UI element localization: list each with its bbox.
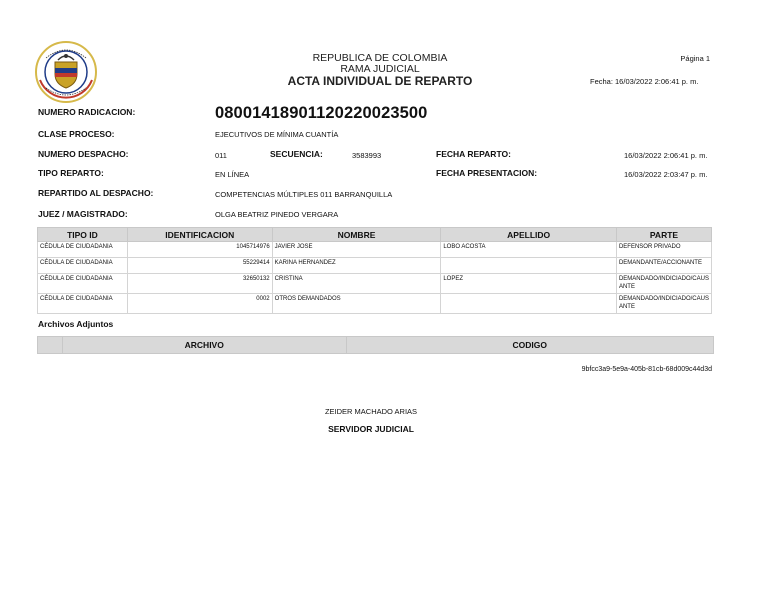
fecha-presentacion-value: 16/03/2022 2:03:47 p. m. <box>624 170 708 179</box>
table-row <box>38 274 712 294</box>
numero-despacho-value: 011 <box>215 151 227 160</box>
table-row <box>38 258 712 274</box>
header-country: REPUBLICA DE COLOMBIA <box>312 52 448 64</box>
fecha-reparto-value: 16/03/2022 2:06:41 p. m. <box>624 151 708 160</box>
parte-cell: DEMANDADO/INDICIADO/CAUSANTE <box>616 294 711 314</box>
column-header: NOMBRE <box>272 228 441 242</box>
tipo-id-cell: CÉDULA DE CIUDADANIA <box>38 258 128 274</box>
table-row <box>38 242 712 258</box>
column-header: APELLIDO <box>441 228 617 242</box>
parties-table <box>37 227 712 314</box>
juez-magistrado-value: OLGA BEATRIZ PINEDO VERGARA <box>215 210 339 219</box>
column-header: PARTE <box>616 228 711 242</box>
document-hash: 9bfcc3a9-5e9a-405b-81cb-68d009c44d3d <box>581 366 712 373</box>
parte-cell: DEMANDANTE/ACCIONANTE <box>616 258 711 274</box>
column-header: IDENTIFICACION <box>127 228 272 242</box>
attachments-header-row <box>38 337 714 354</box>
numero-despacho-label: NUMERO DESPACHO: <box>38 149 129 159</box>
column-header: TIPO ID <box>38 228 128 242</box>
nombre-cell: CRISTINA <box>272 274 441 294</box>
identificacion-cell: 1045714976 <box>127 242 272 258</box>
header-branch: RAMA JUDICIAL <box>340 63 420 75</box>
nombre-cell: KARINA HERNANDEZ <box>272 258 441 274</box>
numero-radicacion-label: NUMERO RADICACION: <box>38 107 136 117</box>
tipo-id-cell: CÉDULA DE CIUDADANIA <box>38 294 128 314</box>
clase-proceso-label: CLASE PROCESO: <box>38 129 115 139</box>
signer-name: ZEIDER MACHADO ARIAS <box>324 407 418 416</box>
column-header <box>38 337 63 354</box>
numero-radicacion-value: 08001418901120220023500 <box>215 104 428 122</box>
tipo-id-cell: CÉDULA DE CIUDADANIA <box>38 242 128 258</box>
tipo-reparto-label: TIPO REPARTO: <box>38 168 104 178</box>
juez-magistrado-label: JUEZ / MAGISTRADO: <box>38 209 128 219</box>
apellido-cell <box>441 294 617 314</box>
repartido-despacho-value: COMPETENCIAS MÚLTIPLES 011 BARRANQUILLA <box>215 190 393 199</box>
codigo-column-header: CODIGO <box>346 337 713 354</box>
archivo-column-header: ARCHIVO <box>62 337 346 354</box>
rama-judicial-seal <box>34 40 98 104</box>
apellido-cell: LOPEZ <box>441 274 617 294</box>
parte-cell: DEMANDADO/INDICIADO/CAUSANTE <box>616 274 711 294</box>
nombre-cell: OTROS DEMANDADOS <box>272 294 441 314</box>
parte-cell: DEFENSOR PRIVADO <box>616 242 711 258</box>
clase-proceso-value: EJECUTIVOS DE MÍNIMA CUANTÍA <box>215 130 339 139</box>
fecha-presentacion-label: FECHA PRESENTACION: <box>436 168 538 178</box>
parties-header-row <box>38 228 712 242</box>
secuencia-label: SECUENCIA: <box>270 149 323 159</box>
apellido-cell <box>441 258 617 274</box>
signer-role: SERVIDOR JUDICIAL <box>328 424 414 434</box>
tipo-reparto-value: EN LÍNEA <box>215 170 250 179</box>
identificacion-cell: 55229414 <box>127 258 272 274</box>
secuencia-value: 3583993 <box>352 151 382 160</box>
identificacion-cell: 32650132 <box>127 274 272 294</box>
apellido-cell: LOBO ACOSTA <box>441 242 617 258</box>
table-row <box>38 294 712 314</box>
print-date: Fecha: 16/03/2022 2:06:41 p. m. <box>590 77 699 86</box>
page-number: Página 1 <box>680 54 710 63</box>
attachments-title: Archivos Adjuntos <box>38 319 114 329</box>
fecha-reparto-label: FECHA REPARTO: <box>436 149 511 159</box>
identificacion-cell: 0002 <box>127 294 272 314</box>
nombre-cell: JAVIER JOSE <box>272 242 441 258</box>
attachments-table <box>37 336 714 354</box>
repartido-despacho-label: REPARTIDO AL DESPACHO: <box>38 188 154 198</box>
tipo-id-cell: CÉDULA DE CIUDADANIA <box>38 274 128 294</box>
document-title: ACTA INDIVIDUAL DE REPARTO <box>287 74 473 88</box>
